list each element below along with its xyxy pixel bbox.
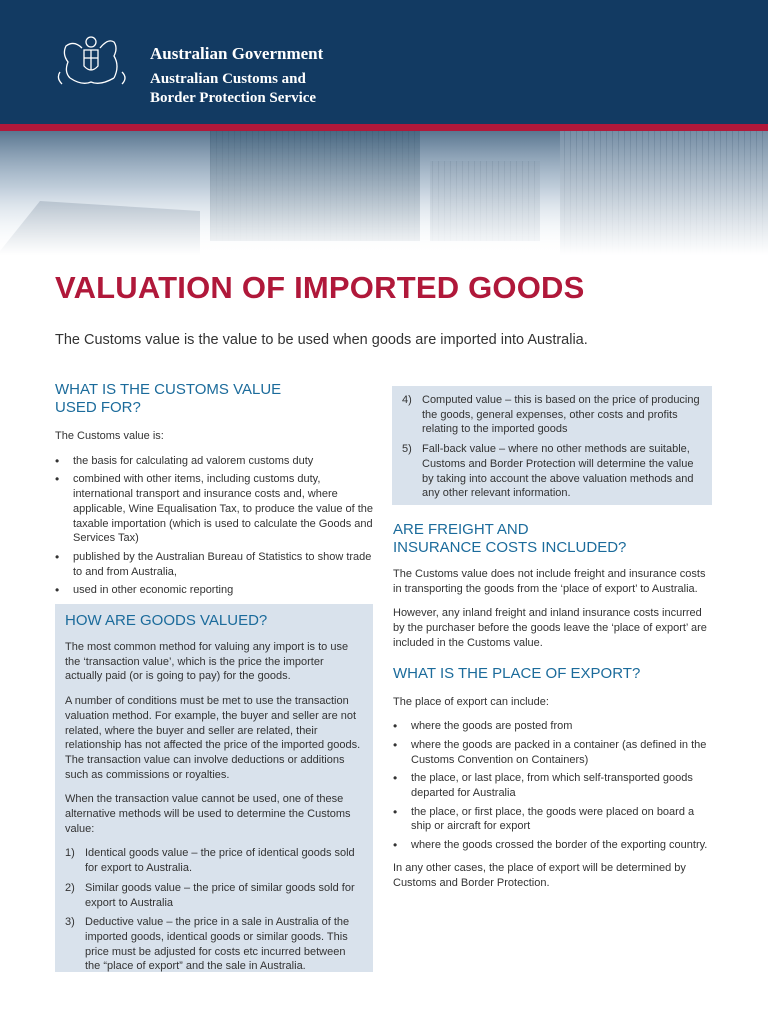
header-band <box>0 0 768 124</box>
section-heading-how-valued: HOW ARE GOODS VALUED? <box>65 612 268 629</box>
coat-of-arms-icon <box>52 32 144 92</box>
method-item <box>65 881 363 910</box>
method-number: 4) <box>402 394 412 406</box>
freight-para-1: The Customs value does not include freight and insurance costs in transporting the goods from the ‘place of export’ to Australia. <box>393 568 706 595</box>
used-for-list <box>55 454 375 598</box>
list-item: • where the goods are packed in a container (as defined in the Customs Convention on Containers) <box>393 738 715 767</box>
page-title: VALUATION OF IMPORTED GOODS <box>55 270 585 305</box>
heading-line: USED FOR? <box>55 399 141 416</box>
place-of-export-closing: In any other cases, the place of export will be determined by Customs and Border Protection. <box>393 861 686 889</box>
heading-line: INSURANCE COSTS INCLUDED? <box>393 539 627 556</box>
method-item <box>65 846 363 875</box>
methods-continued-box <box>392 386 712 505</box>
list-item: • the basis for calculating ad valorem customs duty <box>55 454 375 469</box>
method-text: Computed value – this is based on the price of producing the goods, general expenses, other costs and profits relating to the imported goods <box>422 394 700 436</box>
method-item <box>402 393 702 437</box>
shipping-containers-illustration <box>0 131 768 255</box>
heading-line: WHAT IS THE CUSTOMS VALUE <box>55 381 282 398</box>
method-number: 2) <box>65 881 75 894</box>
method-text: Identical goods value – the price of identical goods sold for export to Australia. <box>85 847 355 875</box>
place-of-export-lead: The place of export can include: <box>393 695 549 708</box>
section-heading-place-of-export: WHAT IS THE PLACE OF EXPORT? <box>393 664 641 682</box>
container-photo-banner <box>0 131 768 255</box>
how-valued-para-1: The most common method for valuing any import is to use the ‘transaction value’, which is the price the importer actually paid (or is going to pay) for the goods. <box>65 641 349 683</box>
method-text: Similar goods value – the price of similar goods sold for export to Australia <box>85 881 355 909</box>
agency-line-2: Border Protection Service <box>150 90 317 106</box>
agency-line-1: Australian Customs and <box>150 71 306 87</box>
list-item: • the place, or last place, from which self-transported goods departed for Australia <box>393 771 715 800</box>
list-item: • where the goods are posted from <box>393 719 715 734</box>
method-number: 1) <box>65 847 75 860</box>
list-item: • combined with other items, including customs duty, international transport and insurance costs and, where applicable, Wine Equalisation Tax, to produce the value of the taxable importation (which is used to calculate the Goods and Services Tax) <box>55 472 375 546</box>
methods-list-part-1 <box>65 846 363 974</box>
freight-para-2: However, any inland freight and inland insurance costs incurred by the purchaser before the goods leave the ‘place of export’ are included in the Customs value. <box>393 607 707 649</box>
how-valued-para-2: A number of conditions must be met to use the transaction valuation method. For example, the buyer and seller are not related, where the buyer and seller are related, their relationship has not affected the price of the imported goods. The transaction value can involve deductions or additions such as commissions or royalties. <box>65 695 361 781</box>
method-item <box>65 915 363 974</box>
used-for-lead: The Customs value is: <box>55 430 164 442</box>
method-number: 5) <box>402 443 412 456</box>
how-valued-box <box>55 604 373 972</box>
methods-list-part-2 <box>402 393 702 501</box>
list-item: • used in other economic reporting <box>55 583 375 598</box>
section-heading-used-for <box>55 381 375 417</box>
method-item <box>402 442 702 501</box>
method-text: Deductive value – the price in a sale in Australia of the imported goods, identical goods or similar goods. This price must be adjusted for costs etc incurred between the “place of export” and the sale in Australia. <box>85 916 350 973</box>
intro-text: The Customs value is the value to be used when goods are imported into Australia. <box>55 332 588 348</box>
method-number: 3) <box>65 916 75 929</box>
place-of-export-list <box>393 719 715 853</box>
right-column <box>393 521 715 900</box>
section-heading-freight <box>393 521 715 557</box>
org-name: Australian Government <box>150 44 324 63</box>
how-valued-para-3: When the transaction value cannot be used, one of these alternative methods will be used to determine the Customs value: <box>65 793 351 835</box>
left-column <box>55 381 375 606</box>
red-divider <box>0 124 768 131</box>
list-item: • the place, or first place, the goods were placed on board a ship or aircraft for export <box>393 805 715 834</box>
heading-line: ARE FREIGHT AND <box>393 521 529 538</box>
list-item: • where the goods crossed the border of the exporting country. <box>393 838 715 853</box>
method-text: Fall-back value – where no other methods are suitable, Customs and Border Protection will determine the value by taking into account the above valuation methods and any other relevant information. <box>422 443 694 500</box>
list-item: • published by the Australian Bureau of Statistics to show trade to and from Australia, <box>55 550 375 579</box>
